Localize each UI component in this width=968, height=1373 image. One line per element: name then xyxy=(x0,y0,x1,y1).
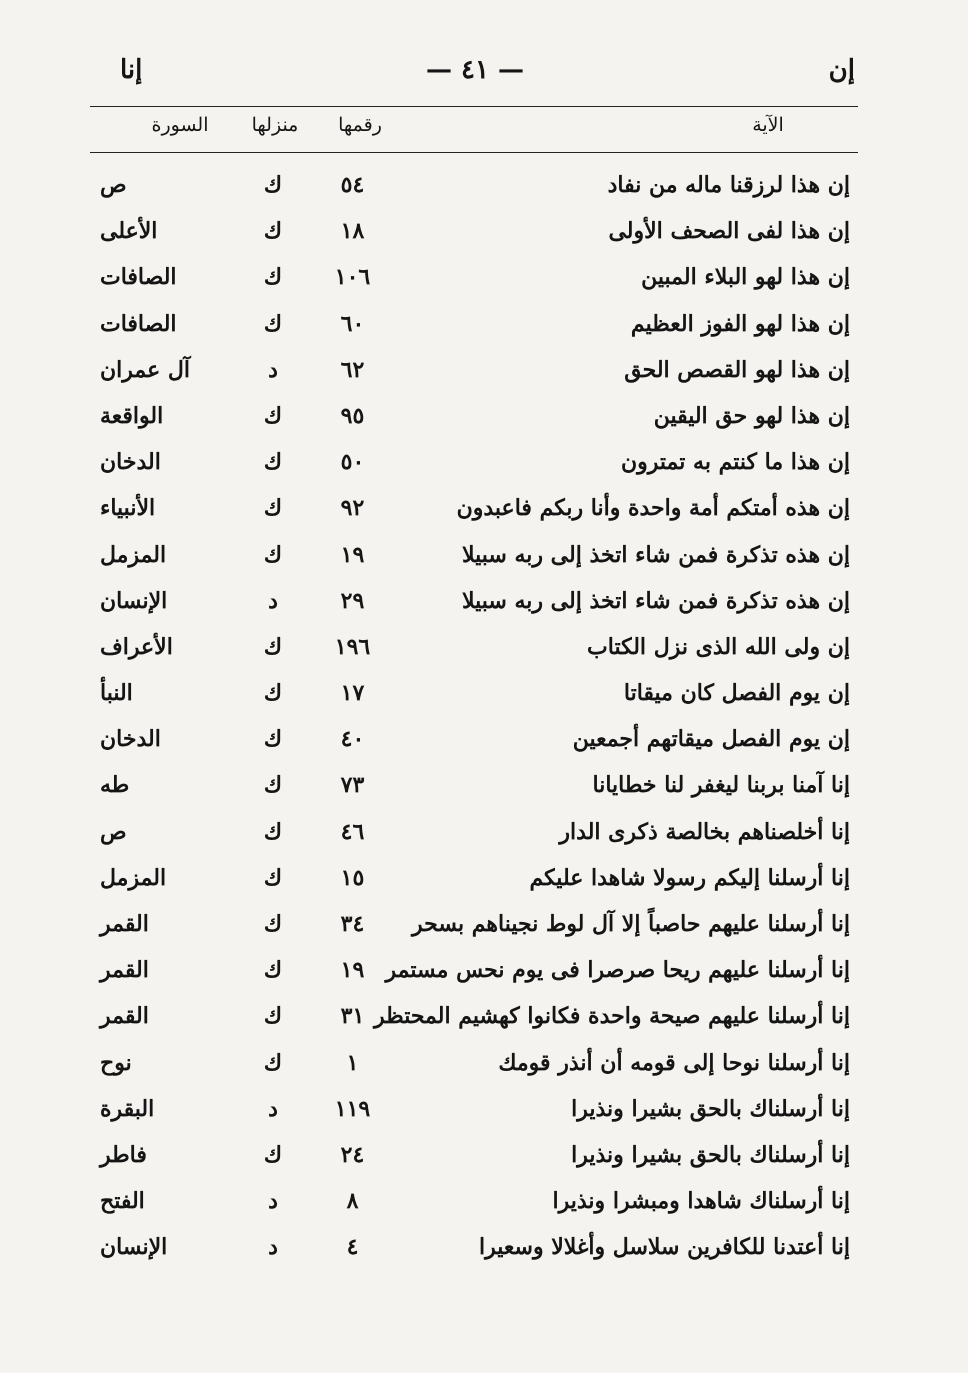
aya-number: ٧٣ xyxy=(340,772,365,799)
top-rule xyxy=(90,106,858,107)
table-row xyxy=(0,307,968,353)
sura-name: المزمل xyxy=(100,541,167,568)
table-row xyxy=(0,214,968,260)
aya-number: ١٥ xyxy=(340,864,365,891)
table-row xyxy=(0,538,968,584)
table-row xyxy=(0,676,968,722)
header-rule xyxy=(90,152,858,153)
table-row xyxy=(0,584,968,630)
aya-text: إن هذا لهو البلاء المبين xyxy=(641,264,850,291)
sura-name: الدخان xyxy=(100,449,161,476)
sura-name: النبأ xyxy=(100,680,133,707)
table-row xyxy=(0,399,968,445)
aya-number: ٤٦ xyxy=(340,818,365,845)
aya-text: إن هذا لهو حق اليقين xyxy=(653,402,850,429)
nuzul-place: ك xyxy=(263,218,283,245)
table-row xyxy=(0,907,968,953)
sura-name: الواقعة xyxy=(100,402,164,429)
aya-text: إنا أرسلنا عليهم صيحة واحدة فكانوا كهشيم المحتظر xyxy=(374,1003,850,1030)
column-header-number: رقمها xyxy=(338,114,382,136)
table-row xyxy=(0,630,968,676)
column-header-sura: السورة xyxy=(151,114,209,136)
aya-text: إن هذه تذكرة فمن شاء اتخذ إلى ربه سبيلا xyxy=(461,587,850,614)
running-head xyxy=(95,55,855,95)
aya-text: إنا أرسلناك بالحق بشيرا ونذيرا xyxy=(571,1141,850,1168)
aya-number: ١٩٦ xyxy=(334,633,371,660)
aya-text: إنا أخلصناهم بخالصة ذكرى الدار xyxy=(559,818,850,845)
aya-text: إن هذه أمتكم أمة واحدة وأنا ربكم فاعبدون xyxy=(456,495,850,522)
sura-name: نوح xyxy=(100,1049,132,1076)
nuzul-place: د xyxy=(268,587,278,614)
aya-text: إن هذا لهو الفوز العظيم xyxy=(630,310,850,337)
nuzul-place: ك xyxy=(263,818,283,845)
table-row xyxy=(0,1184,968,1230)
sura-name: ص xyxy=(100,818,127,845)
nuzul-place: ك xyxy=(263,402,283,429)
aya-number: ١٨ xyxy=(340,218,365,245)
sura-name: طه xyxy=(100,772,130,799)
table-row xyxy=(0,1092,968,1138)
column-header-aya: الآية xyxy=(752,114,784,136)
nuzul-place: ك xyxy=(263,172,283,198)
aya-number: ٩٢ xyxy=(340,495,365,522)
sura-name: الأعلى xyxy=(100,218,158,245)
sura-name: المزمل xyxy=(100,864,167,891)
aya-number: ٦٢ xyxy=(340,356,365,383)
sura-name: الدخان xyxy=(100,726,161,753)
table-row xyxy=(0,168,968,214)
aya-text: إنا أرسلنا عليهم حاصباً إلا آل لوط نجيناهم بسحر xyxy=(412,911,850,937)
nuzul-place: ك xyxy=(263,1141,283,1168)
nuzul-place: ك xyxy=(263,1049,283,1076)
aya-text: إنا أرسلناك بالحق بشيرا ونذيرا xyxy=(571,1095,850,1122)
nuzul-place: ك xyxy=(263,726,283,753)
sura-name: البقرة xyxy=(100,1095,155,1122)
aya-number: ٩٥ xyxy=(340,402,365,429)
nuzul-place: د xyxy=(268,1234,278,1261)
aya-number: ١ xyxy=(346,1049,359,1076)
aya-number: ٢٤ xyxy=(340,1141,365,1168)
sura-name: الأنبياء xyxy=(100,495,156,522)
aya-text: إنا أرسلناك شاهدا ومبشرا ونذيرا xyxy=(552,1188,850,1215)
nuzul-place: ك xyxy=(263,772,283,799)
header-first-word: إن xyxy=(828,55,855,85)
aya-text: إن هذا لرزقنا ماله من نفاد xyxy=(607,172,850,198)
nuzul-place: ك xyxy=(263,680,283,707)
sura-name: القمر xyxy=(100,957,149,984)
table-row xyxy=(0,1230,968,1276)
nuzul-place: ك xyxy=(263,449,283,476)
sura-name: الإنسان xyxy=(100,1234,168,1261)
aya-number: ٣٤ xyxy=(340,911,365,937)
aya-text: إنا أرسلنا نوحا إلى قومه أن أنذر قومك xyxy=(498,1049,850,1076)
table-row xyxy=(0,491,968,537)
table-row xyxy=(0,722,968,768)
aya-text: إن هذا لفى الصحف الأولى xyxy=(608,218,850,245)
aya-number: ١٧ xyxy=(340,680,365,707)
nuzul-place: ك xyxy=(263,864,283,891)
table-row xyxy=(0,861,968,907)
table-row xyxy=(0,260,968,306)
aya-text: إنا أرسلنا عليهم ريحا صرصرا فى يوم نحس مستمر xyxy=(385,957,850,984)
sura-name: الإنسان xyxy=(100,587,168,614)
aya-text: إنا أعتدنا للكافرين سلاسل وأغلالا وسعيرا xyxy=(479,1234,850,1261)
aya-text: إن يوم الفصل ميقاتهم أجمعين xyxy=(572,726,850,753)
nuzul-place: ك xyxy=(263,264,283,291)
nuzul-place: ك xyxy=(263,310,283,337)
aya-number: ٥٤ xyxy=(340,172,365,198)
sura-name: فاطر xyxy=(100,1141,147,1168)
aya-text: إن ولى الله الذى نزل الكتاب xyxy=(587,633,850,660)
sura-name: القمر xyxy=(100,911,149,937)
index-table xyxy=(0,168,968,1277)
sura-name: القمر xyxy=(100,1003,149,1030)
nuzul-place: د xyxy=(268,1095,278,1122)
table-row xyxy=(0,445,968,491)
sura-name: ص xyxy=(100,172,127,198)
table-row xyxy=(0,999,968,1045)
sura-name: الصافات xyxy=(100,264,177,291)
aya-number: ٣١ xyxy=(340,1003,365,1030)
table-row xyxy=(0,815,968,861)
aya-text: إن يوم الفصل كان ميقاتا xyxy=(623,680,850,707)
aya-number: ٨ xyxy=(346,1188,359,1215)
aya-text: إنا أرسلنا إليكم رسولا شاهدا عليكم xyxy=(529,864,850,891)
nuzul-place: ك xyxy=(263,633,283,660)
nuzul-place: ك xyxy=(263,911,283,937)
aya-text: إن هذا لهو القصص الحق xyxy=(624,356,850,383)
aya-number: ١٩ xyxy=(340,541,365,568)
aya-number: ٤٠ xyxy=(340,726,365,753)
sura-name: الفتح xyxy=(100,1188,145,1215)
aya-number: ٦٠ xyxy=(340,310,365,337)
table-row xyxy=(0,953,968,999)
nuzul-place: ك xyxy=(263,495,283,522)
page-number: — ٤١ — xyxy=(425,55,525,85)
sura-name: الأعراف xyxy=(100,633,173,660)
aya-number: ١١٩ xyxy=(334,1095,371,1122)
table-row xyxy=(0,1138,968,1184)
aya-text: إن هذا ما كنتم به تمترون xyxy=(620,449,850,476)
table-row xyxy=(0,1046,968,1092)
table-row xyxy=(0,353,968,399)
nuzul-place: د xyxy=(268,1188,278,1215)
aya-number: ١٩ xyxy=(340,957,365,984)
sura-name: آل عمران xyxy=(100,356,191,383)
aya-number: ٥٠ xyxy=(340,449,365,476)
nuzul-place: د xyxy=(268,356,278,383)
nuzul-place: ك xyxy=(263,1003,283,1030)
aya-text: إنا آمنا بربنا ليغفر لنا خطايانا xyxy=(592,772,850,799)
sura-name: الصافات xyxy=(100,310,177,337)
header-last-word: إنا xyxy=(120,55,143,85)
aya-text: إن هذه تذكرة فمن شاء اتخذ إلى ربه سبيلا xyxy=(461,541,850,568)
nuzul-place: ك xyxy=(263,541,283,568)
aya-number: ٤ xyxy=(346,1234,359,1261)
table-row xyxy=(0,768,968,814)
column-header-nuzul: منزلها xyxy=(251,114,299,136)
aya-number: ٢٩ xyxy=(340,587,365,614)
aya-number: ١٠٦ xyxy=(334,264,371,291)
nuzul-place: ك xyxy=(263,957,283,984)
